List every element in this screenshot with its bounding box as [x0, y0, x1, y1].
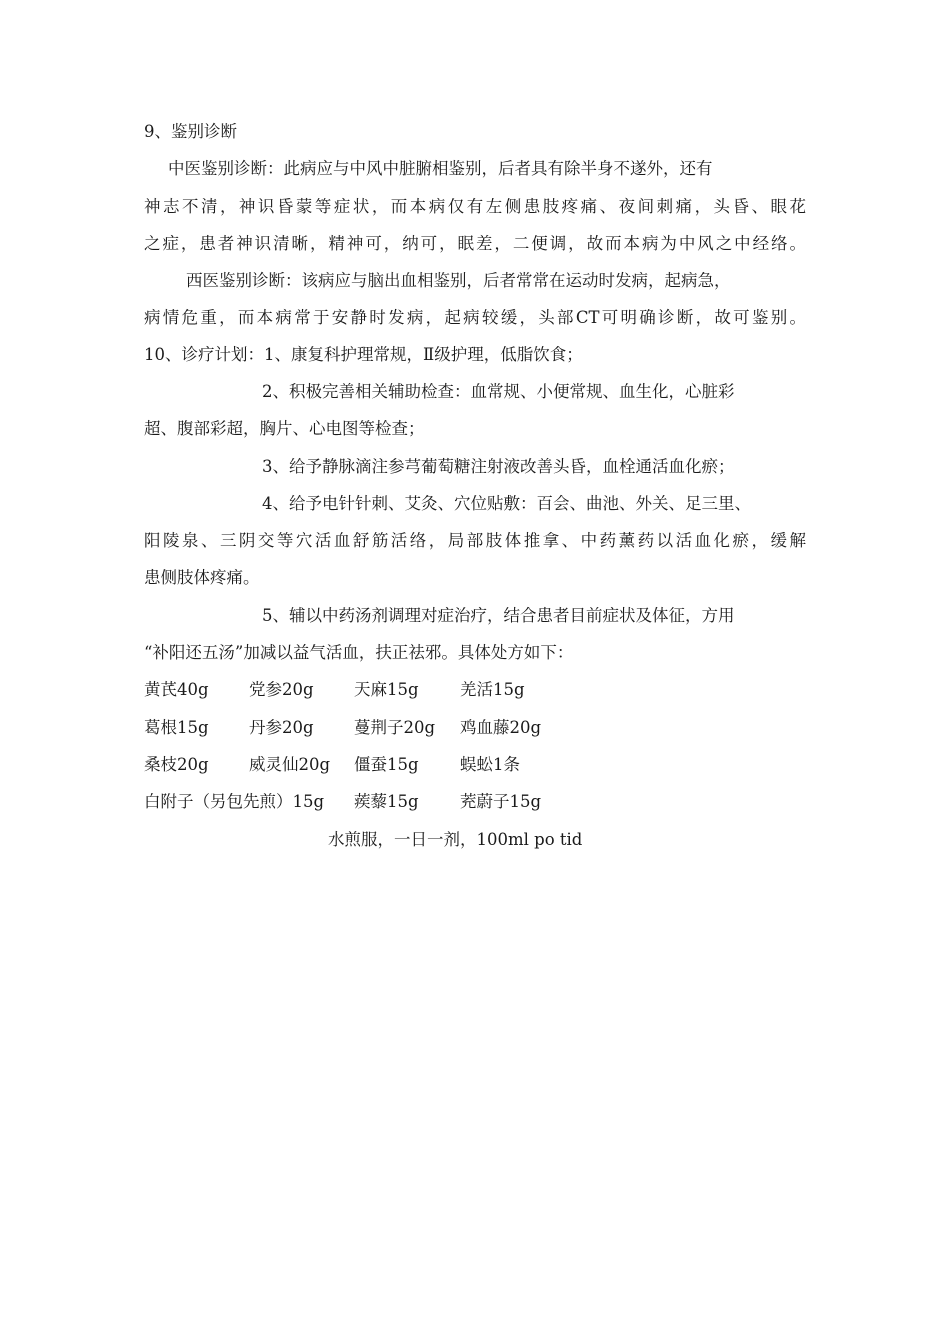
- tcm-diagnosis-line-1: 中医鉴别诊断：此病应与中风中脏腑相鉴别，后者具有除半身不遂外，还有: [168, 159, 713, 178]
- prescription-row: [144, 679, 806, 701]
- herb-item: 茺蔚子15g: [460, 792, 542, 811]
- prescription-usage: 水煎服，一日一剂，100ml po tid: [328, 830, 583, 849]
- plan-item-5-line-1: 5、辅以中药汤剂调理对症治疗，结合患者目前症状及体征，方用: [262, 606, 735, 625]
- plan-item-4-line-1: 4、给予电针针刺、艾灸、穴位贴敷：百会、曲池、外关、足三里、: [262, 494, 751, 513]
- herb-item: 桑枝20g: [144, 755, 209, 774]
- treatment-plan-line-1: 10、诊疗计划：1、康复科护理常规，Ⅱ级护理，低脂饮食；: [144, 345, 583, 364]
- herb-item: 鸡血藤20g: [460, 718, 542, 737]
- plan-item-3-line-1: 3、给予静脉滴注参芎葡萄糖注射液改善头昏，血栓通活血化瘀；: [262, 457, 735, 476]
- herb-item: 葛根15g: [144, 718, 209, 737]
- herb-item: 蜈蚣1条: [460, 755, 520, 774]
- plan-item-5-line-2: “补阳还五汤”加减以益气活血，扶正祛邪。具体处方如下：: [144, 643, 574, 662]
- plan-item-2-line-1: 2、积极完善相关辅助检查：血常规、小便常规、血生化，心脏彩: [262, 382, 735, 401]
- herb-item: 蒺藜15g: [354, 792, 419, 811]
- prescription-row: [144, 717, 806, 739]
- plan-item-4-line-2: 阳陵泉、三阴交等穴活血舒筋活络，局部肢体推拿、中药薰药以活血化瘀，缓解: [144, 531, 806, 550]
- plan-item-2-line-2: 超、腹部彩超，胸片、心电图等检查；: [144, 419, 425, 438]
- western-diagnosis-line-2: 病情危重，而本病常于安静时发病，起病较缓，头部CT可明确诊断，故可鉴别。: [144, 308, 806, 327]
- herb-item: 黄芪40g: [144, 680, 209, 699]
- herb-item: 羌活15g: [460, 680, 525, 699]
- western-diagnosis-line-1: 西医鉴别诊断：该病应与脑出血相鉴别，后者常常在运动时发病，起病急，: [186, 271, 731, 290]
- herb-item: 丹参20g: [249, 718, 314, 737]
- herb-item: 僵蚕15g: [354, 755, 419, 774]
- herb-item: 天麻15g: [354, 680, 419, 699]
- herb-item: 威灵仙20g: [249, 755, 331, 774]
- herb-item: 蔓荆子20g: [354, 718, 436, 737]
- plan-item-4-line-3: 患侧肢体疼痛。: [144, 568, 260, 587]
- section-9-heading: 9、鉴别诊断: [144, 122, 237, 141]
- tcm-diagnosis-line-3: 之症，患者神识清晰，精神可，纳可，眠差，二便调，故而本病为中风之中经络。: [144, 234, 806, 253]
- prescription-row: [144, 791, 806, 813]
- herb-item: 白附子（另包先煎）15g: [144, 792, 325, 811]
- tcm-diagnosis-line-2: 神志不清，神识昏蒙等症状，而本病仅有左侧患肢疼痛、夜间刺痛，头昏、眼花: [144, 197, 806, 216]
- herb-item: 党参20g: [249, 680, 314, 699]
- prescription-row: [144, 754, 806, 776]
